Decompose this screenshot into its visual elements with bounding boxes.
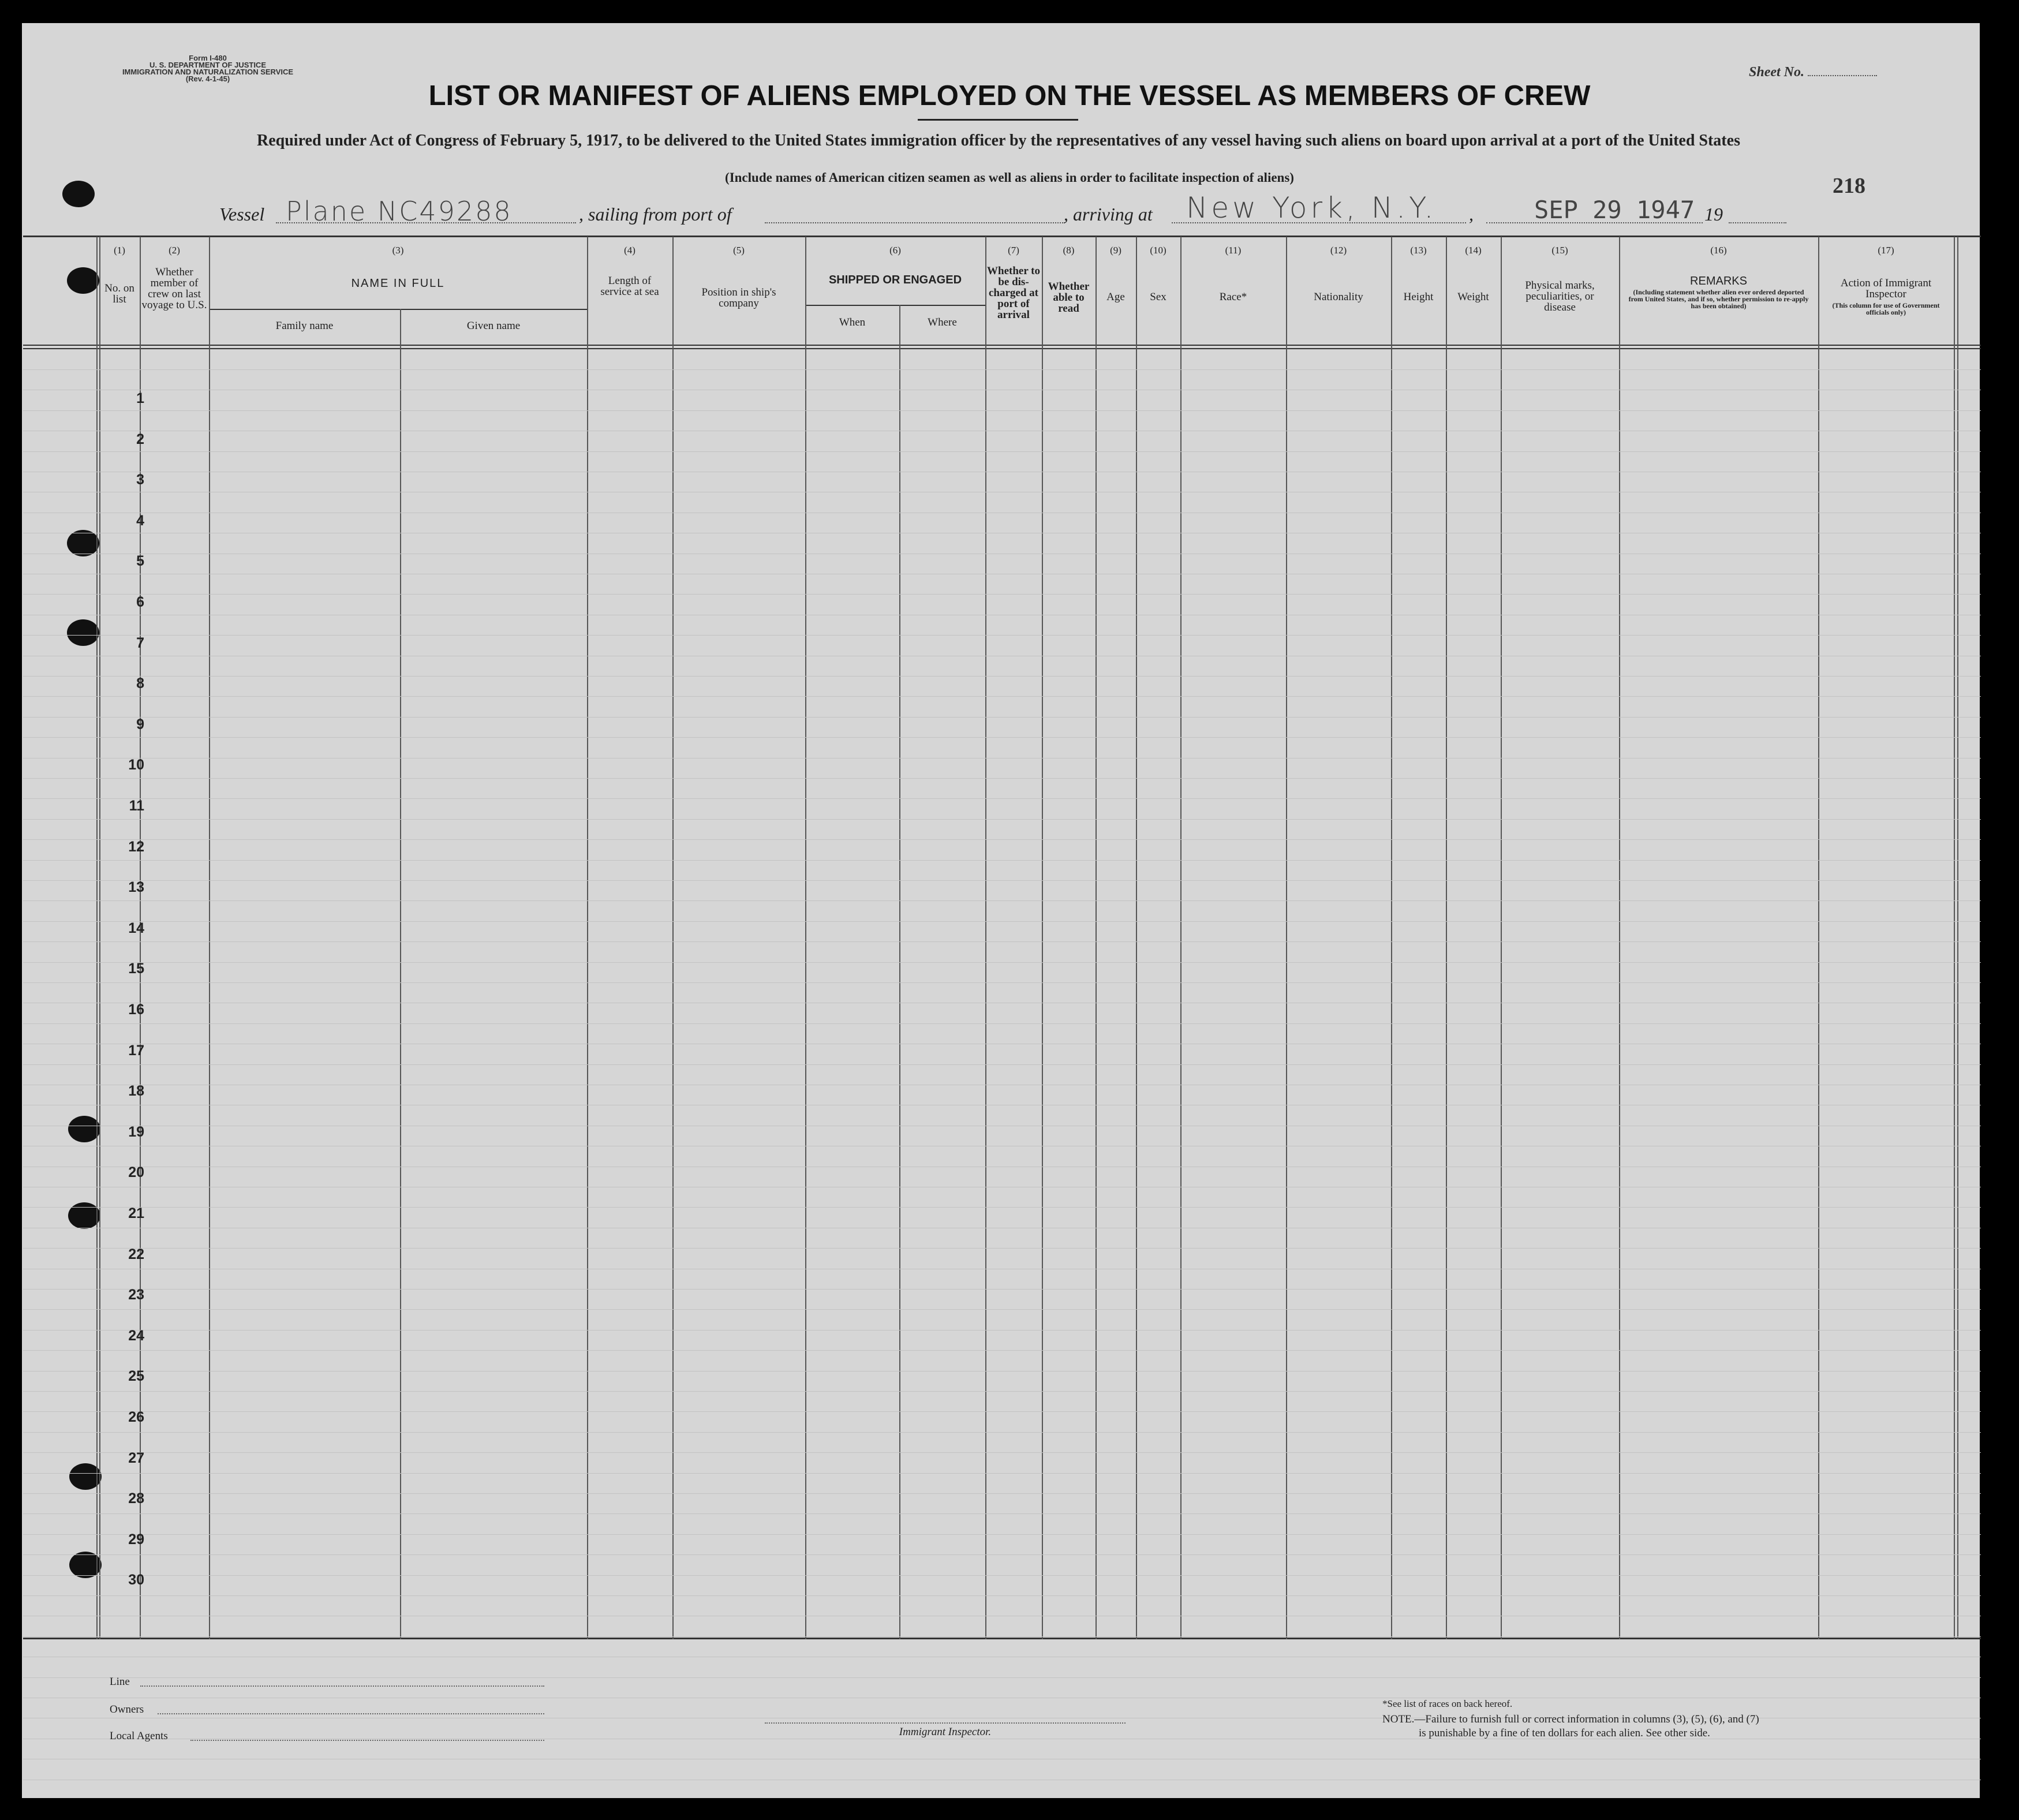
punch-hole (67, 267, 99, 294)
footer-owners-label: Owners (110, 1703, 144, 1716)
row-number: 12 (128, 839, 144, 855)
ruled-line (23, 941, 1981, 942)
ruled-line (23, 900, 1981, 901)
col-header-position: Position in ship's company (701, 286, 776, 309)
sailing-label: , sailing from port of (579, 204, 732, 225)
vessel-label: Vessel (219, 204, 265, 225)
ruled-line (23, 1411, 1981, 1412)
row-number: 23 (128, 1287, 144, 1303)
row-number: 29 (128, 1531, 144, 1548)
ruled-line (23, 982, 1981, 983)
col-4-number: (4) (624, 245, 635, 256)
col-10-number: (10) (1150, 245, 1166, 256)
ruled-line (23, 1064, 1981, 1065)
col-header-inspector-action: Action of Immigrant Inspector (1840, 277, 1932, 300)
column-rule (1096, 237, 1097, 1639)
col-header-where: Where (928, 316, 957, 328)
footer-owners-dots (158, 1713, 544, 1714)
ruled-line (23, 1575, 1981, 1576)
row-number: 5 (136, 553, 144, 569)
col-header-race: Race* (1219, 291, 1247, 303)
col-header-name-in-full: NAME IN FULL (351, 277, 445, 290)
col-header-crew-last-voyage: Whether member of crew on last voyage to U.S. (141, 266, 207, 311)
col-1-number: (1) (114, 245, 125, 256)
punch-hole (67, 619, 99, 646)
ruled-line (23, 962, 1981, 963)
year-label: 19 (1704, 204, 1723, 225)
ruled-line (23, 1023, 1981, 1024)
arriving-value: New York, N.Y. (1186, 191, 1437, 225)
col-16-number: (16) (1710, 245, 1727, 256)
column-rule (1619, 237, 1620, 1639)
column-rule (1391, 237, 1392, 1639)
col-12-number: (12) (1330, 245, 1347, 256)
column-rule (672, 237, 674, 1639)
date-stamp: SEP 29 1947 (1534, 196, 1695, 224)
ruled-line (23, 676, 1981, 677)
punch-hole (68, 1116, 100, 1142)
row-number: 15 (128, 961, 144, 977)
ruled-line (23, 1595, 1981, 1596)
column-rule (899, 305, 900, 1639)
sheet-number: 218 (1833, 174, 1865, 198)
row-number: 4 (136, 513, 144, 529)
ruled-line (23, 778, 1981, 779)
col-header-discharged: Whether to be dis-charged at port of arrival (987, 265, 1040, 321)
row-number: 6 (136, 594, 144, 610)
ruled-line (23, 737, 1981, 738)
ruled-line (23, 696, 1981, 697)
note-text-2: is punishable by a fine of ten dollars for each alien. See other side. (1419, 1727, 1710, 1739)
footer-local-agents-label: Local Agents (110, 1730, 168, 1742)
column-rule (587, 237, 588, 1639)
column-rule (1042, 237, 1043, 1639)
col-3-number: (3) (392, 245, 404, 256)
column-rule (1954, 237, 1955, 1639)
ruled-line (23, 1350, 1981, 1351)
table-bottom-rule (23, 1638, 1981, 1639)
col-header-remarks: REMARKS (1690, 275, 1747, 287)
header-bottom-rule-2 (23, 348, 1981, 349)
ruled-line (23, 1248, 1981, 1249)
title-rule (918, 119, 1078, 121)
ruled-line (23, 1636, 1981, 1637)
col-2-number: (2) (169, 245, 180, 256)
column-rule (1446, 237, 1447, 1639)
col-15-number: (15) (1551, 245, 1568, 256)
inspector-label: Immigrant Inspector. (899, 1726, 992, 1738)
ruled-line (23, 839, 1981, 840)
row-number: 28 (128, 1490, 144, 1507)
ruled-line (23, 819, 1981, 820)
punch-hole (68, 1202, 100, 1229)
row-number: 7 (136, 635, 144, 651)
column-rule (1957, 237, 1958, 1639)
vessel-value: Plane NC49288 (286, 196, 513, 227)
col-13-number: (13) (1410, 245, 1427, 256)
footer-line-label: Line (110, 1676, 130, 1688)
col-header-physical-marks: Physical marks, peculiarities, or disease (1525, 279, 1595, 313)
ruled-line (23, 1432, 1981, 1433)
include-note: (Include names of American citizen seamen as well as aliens in order to facilitate inspection of aliens) (725, 170, 1294, 185)
column-rule (1818, 237, 1819, 1639)
inspector-signature-dots (765, 1722, 1126, 1724)
name-sub-rule (209, 309, 587, 310)
ruled-line (23, 594, 1981, 595)
form-number: Form I-480 (189, 54, 227, 62)
col-header-age: Age (1106, 291, 1125, 303)
col-header-length-of-service: Length of service at sea (600, 275, 659, 298)
ruled-line (23, 369, 1981, 370)
col-header-remarks-sub: (Including statement whether alien ever ordered deported from United States, and if so, whether permission to re-apply has been obtained) (1628, 288, 1809, 310)
note-label: NOTE. (1382, 1713, 1415, 1725)
col-5-number: (5) (733, 245, 745, 256)
row-number: 16 (128, 1001, 144, 1018)
row-number: 17 (128, 1042, 144, 1059)
punch-hole (67, 530, 99, 556)
row-number: 2 (136, 431, 144, 447)
arriving-label: , arriving at (1064, 204, 1153, 225)
col-7-number: (7) (1008, 245, 1019, 256)
ruled-line (23, 410, 1981, 411)
arriving-dots (1172, 222, 1466, 223)
row-number: 20 (128, 1164, 144, 1180)
col-header-family-name: Family name (275, 320, 334, 332)
date-dots (1486, 222, 1703, 223)
table-top-rule (23, 236, 1981, 237)
ruled-line (23, 635, 1981, 636)
sheet-number-field (1749, 65, 1877, 80)
col-header-inspector-sub: (This column for use of Government officials only) (1832, 301, 1940, 316)
ruled-line (23, 1391, 1981, 1392)
ruled-line (23, 860, 1981, 861)
col-6-number: (6) (889, 245, 901, 256)
note-text: —Failure to furnish full or correct information in columns (3), (5), (6), and (7) (1414, 1713, 1759, 1725)
requirement-text: Required under Act of Congress of February 5, 1917, to be delivered to the United States immigration officer by the representatives of any vessel having such aliens on board upon arrival at a port of the United States (257, 132, 1740, 150)
header-bottom-rule (23, 345, 1981, 346)
ruled-line (23, 1473, 1981, 1474)
col-header-weight: Weight (1457, 291, 1489, 303)
row-number: 9 (136, 716, 144, 733)
sheet-label: Sheet No. (1749, 65, 1804, 80)
col-17-number: (17) (1878, 245, 1894, 256)
row-number: 25 (128, 1368, 144, 1384)
vessel-line: Vessel Plane NC49288 , sailing from port of , arriving at New York, N.Y. , SEP 29 1947 19 (0, 199, 2019, 234)
column-rule (1136, 237, 1137, 1639)
page-title: LIST OR MANIFEST OF ALIENS EMPLOYED ON THE VESSEL AS MEMBERS OF CREW (428, 80, 1591, 111)
revision: (Rev. 4-1-45) (185, 74, 230, 83)
col-header-nationality: Nationality (1314, 291, 1363, 303)
col-11-number: (11) (1225, 245, 1242, 256)
ruled-line (23, 1330, 1981, 1331)
department: U. S. DEPARTMENT OF JUSTICE (149, 61, 266, 69)
column-rule (209, 237, 210, 1639)
row-number: 26 (128, 1409, 144, 1425)
footer-line-dots (140, 1686, 544, 1687)
column-rule (1501, 237, 1502, 1639)
ruled-line (23, 1513, 1981, 1514)
row-number: 18 (128, 1083, 144, 1099)
row-number: 11 (129, 798, 144, 814)
year-dots (1729, 222, 1786, 223)
column-rule (1180, 237, 1182, 1639)
row-number: 13 (128, 879, 144, 895)
row-number: 10 (128, 757, 144, 773)
row-number: 3 (136, 472, 144, 488)
footer-agents-dots (190, 1740, 544, 1741)
column-rule (400, 309, 401, 1639)
col-header-given-name: Given name (466, 320, 521, 332)
form-identifier (107, 55, 309, 83)
sheet-dots (1808, 75, 1877, 76)
sailing-dots (765, 222, 1065, 223)
column-rule (99, 237, 100, 1639)
row-number: 21 (128, 1205, 144, 1221)
column-rule (985, 237, 986, 1639)
row-number: 24 (128, 1328, 144, 1344)
col-header-when: When (839, 316, 866, 328)
row-number: 14 (128, 920, 144, 936)
ruled-line (23, 1289, 1981, 1290)
col-9-number: (9) (1110, 245, 1121, 256)
ruled-line (23, 1207, 1981, 1208)
vessel-dots (276, 222, 576, 223)
ruled-line (23, 1452, 1981, 1453)
ruled-line (23, 798, 1981, 799)
column-rule (1286, 237, 1287, 1639)
column-rule (96, 237, 98, 1639)
col-14-number: (14) (1465, 245, 1482, 256)
row-number: 19 (128, 1124, 144, 1140)
col-header-no-on-list: No. on list (104, 282, 134, 305)
ruled-line (23, 1677, 1981, 1678)
ruled-line (23, 880, 1981, 881)
col-header-sex: Sex (1150, 291, 1166, 303)
column-rule (805, 237, 806, 1639)
ruled-line (23, 1554, 1981, 1555)
row-number: 27 (128, 1450, 144, 1466)
ruled-line (23, 1309, 1981, 1310)
col-header-shipped-or-engaged: SHIPPED OR ENGAGED (828, 274, 962, 286)
ruled-line (23, 1493, 1981, 1494)
ruled-line (23, 451, 1981, 452)
row-number: 1 (136, 390, 144, 406)
ruled-line (23, 1534, 1981, 1535)
row-number: 8 (136, 675, 144, 692)
col-8-number: (8) (1063, 245, 1075, 256)
row-number: 30 (128, 1572, 144, 1588)
races-note: *See list of races on back hereof. (1382, 1698, 1513, 1709)
row-number: 22 (128, 1246, 144, 1262)
col-header-able-to-read: Whether able to read (1048, 281, 1090, 315)
shipped-sub-rule (805, 305, 985, 306)
ruled-line (23, 921, 1981, 922)
col-header-height: Height (1403, 291, 1434, 303)
service-name: IMMIGRATION AND NATURALIZATION SERVICE (122, 68, 294, 76)
